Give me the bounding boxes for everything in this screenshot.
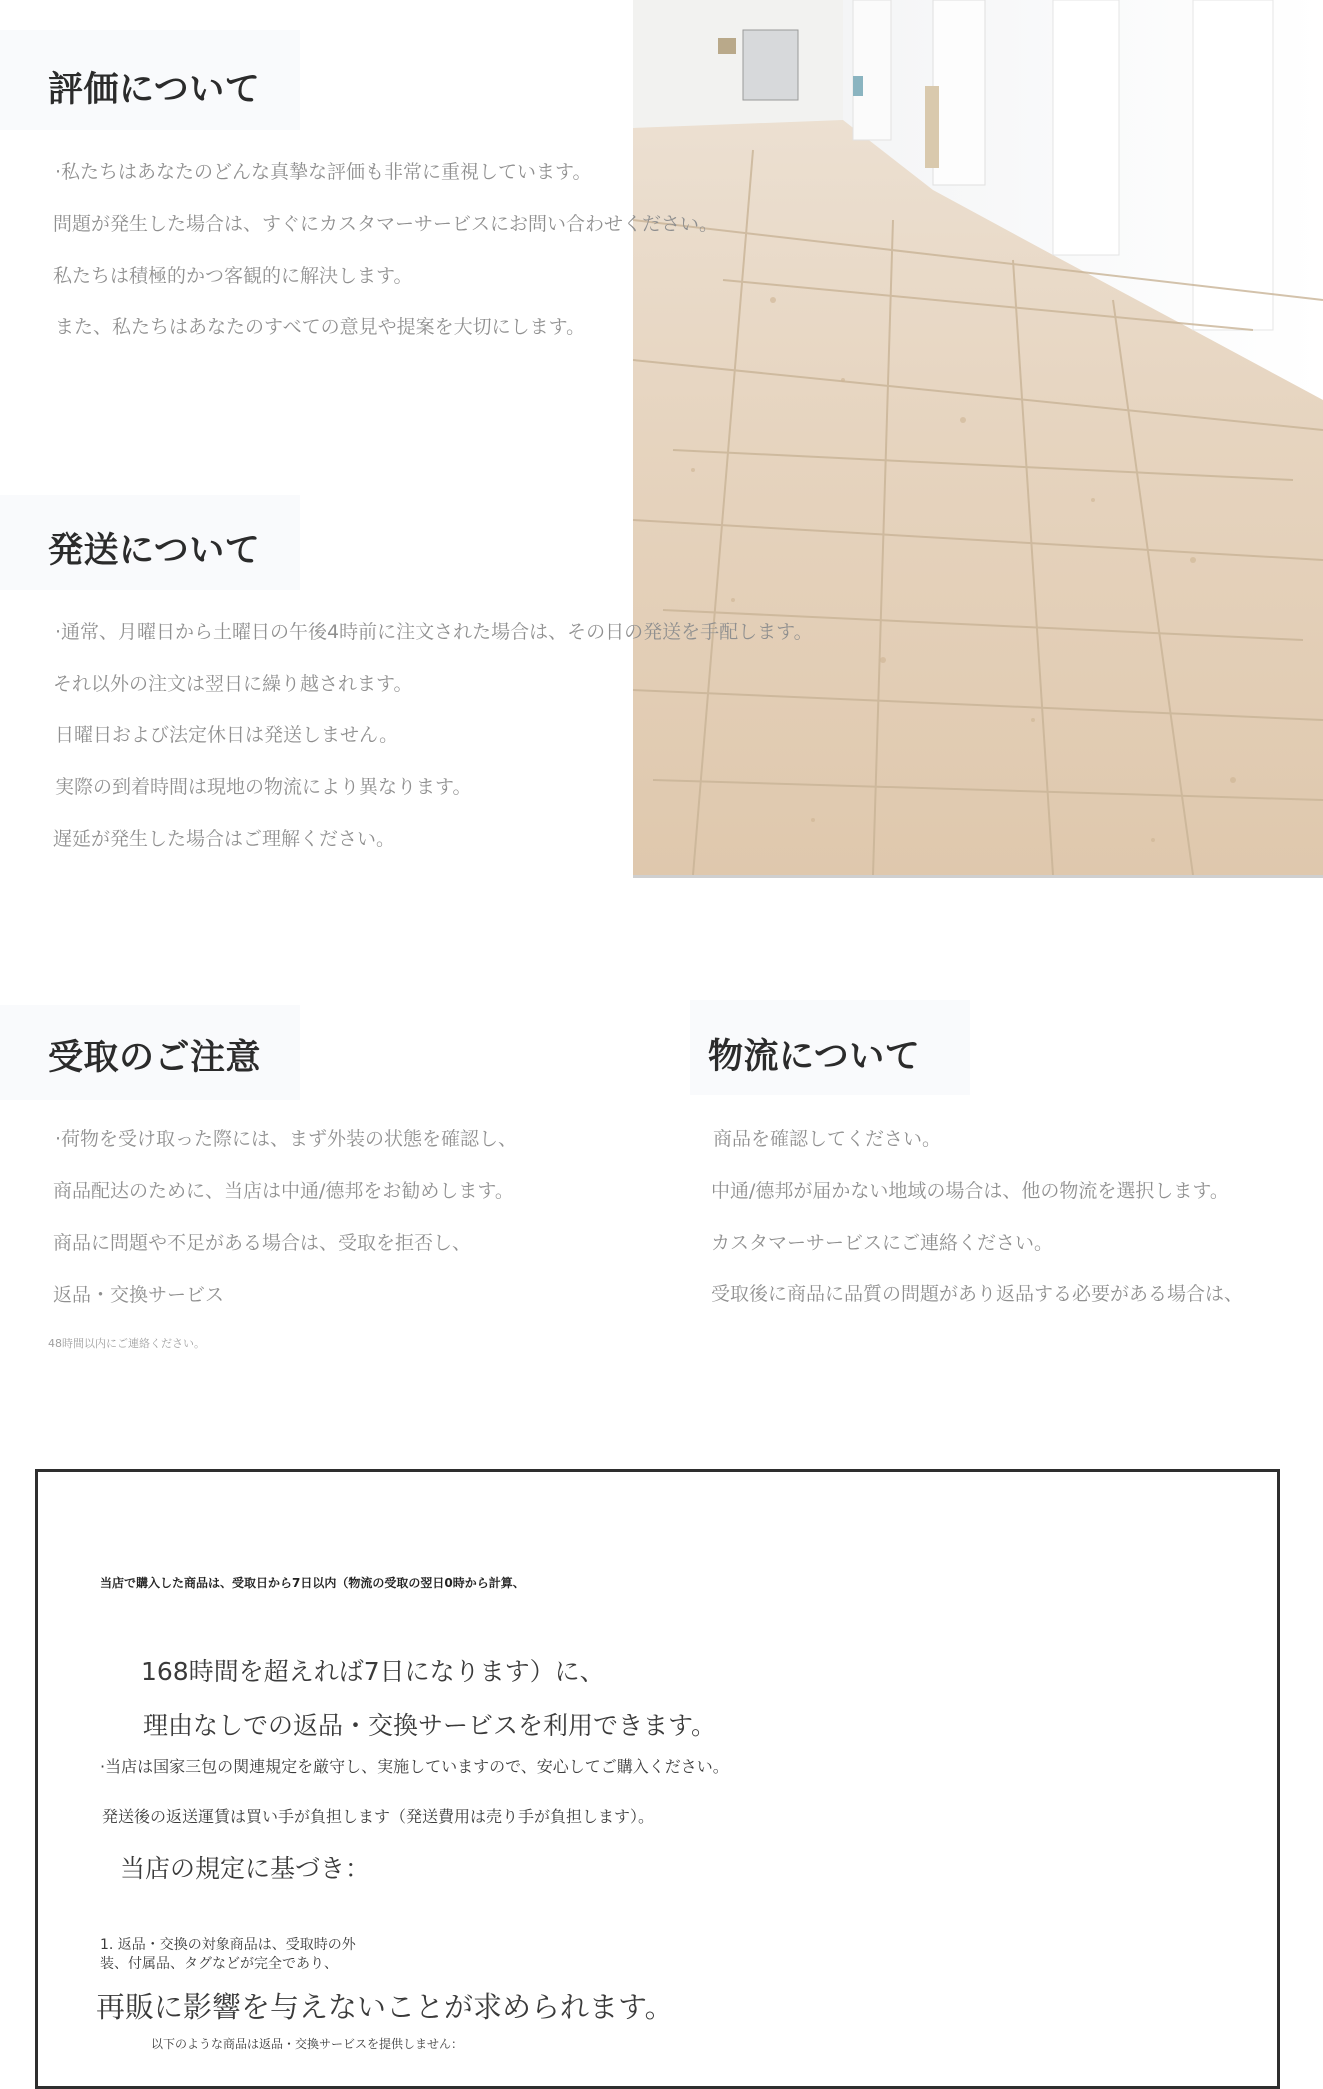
shipping-line-5: 遅延が発生した場合はご理解ください。: [53, 828, 396, 850]
shipping-line-2: それ以外の注文は翌日に繰り越されます。: [53, 673, 413, 695]
receiving-line-1: ·荷物を受け取った際には、まず外装の状態を確認し、: [55, 1128, 518, 1150]
policy-line-3: 理由なしでの返品・交換サービスを利用できます。: [143, 1711, 717, 1740]
review-title: 評価について: [48, 70, 261, 110]
stone-corridor-icon: [633, 0, 1323, 875]
policy-line-8: 装、付属品、タグなどが完全であり、: [100, 1956, 338, 1972]
review-line-1: ·私たちはあなたのどんな真摯な評価も非常に重視しています。: [55, 161, 592, 183]
receiving-line-5: 48時間以内にご連絡ください。: [48, 1337, 205, 1350]
policy-line-7: 1. 返品・交換の対象商品は、受取時の外: [100, 1937, 356, 1953]
receiving-title: 受取のご注意: [48, 1038, 262, 1078]
policy-line-2: 168時間を超えれば7日になります）に、: [141, 1657, 605, 1686]
policy-line-5: 発送後の返送運賃は買い手が負担します（発送費用は売り手が負担します）。: [102, 1807, 655, 1826]
policy-line-4: ·当店は国家三包の関連規定を厳守し、実施していますので、安心してご購入ください。: [100, 1757, 729, 1776]
return-policy-box: [35, 1469, 1280, 2089]
shipping-line-1: ·通常、月曜日から土曜日の午後4時前に注文された場合は、その日の発送を手配します。: [55, 621, 813, 643]
logistics-line-1: 商品を確認してください。: [713, 1128, 942, 1150]
corridor-photo: [633, 0, 1323, 878]
logistics-line-3: カスタマーサービスにご連絡ください。: [711, 1232, 1054, 1254]
policy-line-1: 当店で購入した商品は、受取日から7日以内（物流の受取の翌日0時から計算、: [100, 1576, 525, 1590]
receiving-line-3: 商品に問題や不足がある場合は、受取を拒否し、: [53, 1232, 472, 1254]
shipping-title: 発送について: [48, 531, 261, 571]
receiving-line-2: 商品配达のために、当店は中通/德邦をお勧めします。: [53, 1180, 514, 1202]
policy-line-6: 当店の規定に基づき：: [120, 1854, 371, 1883]
review-line-3: 私たちは積極的かつ客観的に解決します。: [53, 265, 413, 287]
review-line-2: 問題が発生した場合は、すぐにカスタマーサービスにお問い合わせください。: [53, 213, 719, 235]
review-line-4: また、私たちはあなたのすべての意見や提案を大切にします。: [55, 316, 586, 338]
shipping-line-3: 日曜日および法定休日は発送しません。: [55, 724, 399, 746]
policy-line-10: 以下のような商品は返品・交換サービスを提供しません：: [151, 2037, 464, 2051]
policy-line-9: 再販に影響を与えないことが求められます。: [96, 1990, 674, 2024]
logistics-line-2: 中通/德邦が届かない地域の場合は、他の物流を選択します。: [711, 1180, 1229, 1202]
logistics-line-4: 受取後に商品に品質の問題があり返品する必要がある場合は、: [711, 1283, 1244, 1305]
logistics-title: 物流について: [708, 1037, 921, 1077]
shipping-line-4: 実際の到着時間は現地の物流により異なります。: [55, 776, 472, 798]
receiving-line-4: 返品・交換サービス: [53, 1284, 225, 1306]
